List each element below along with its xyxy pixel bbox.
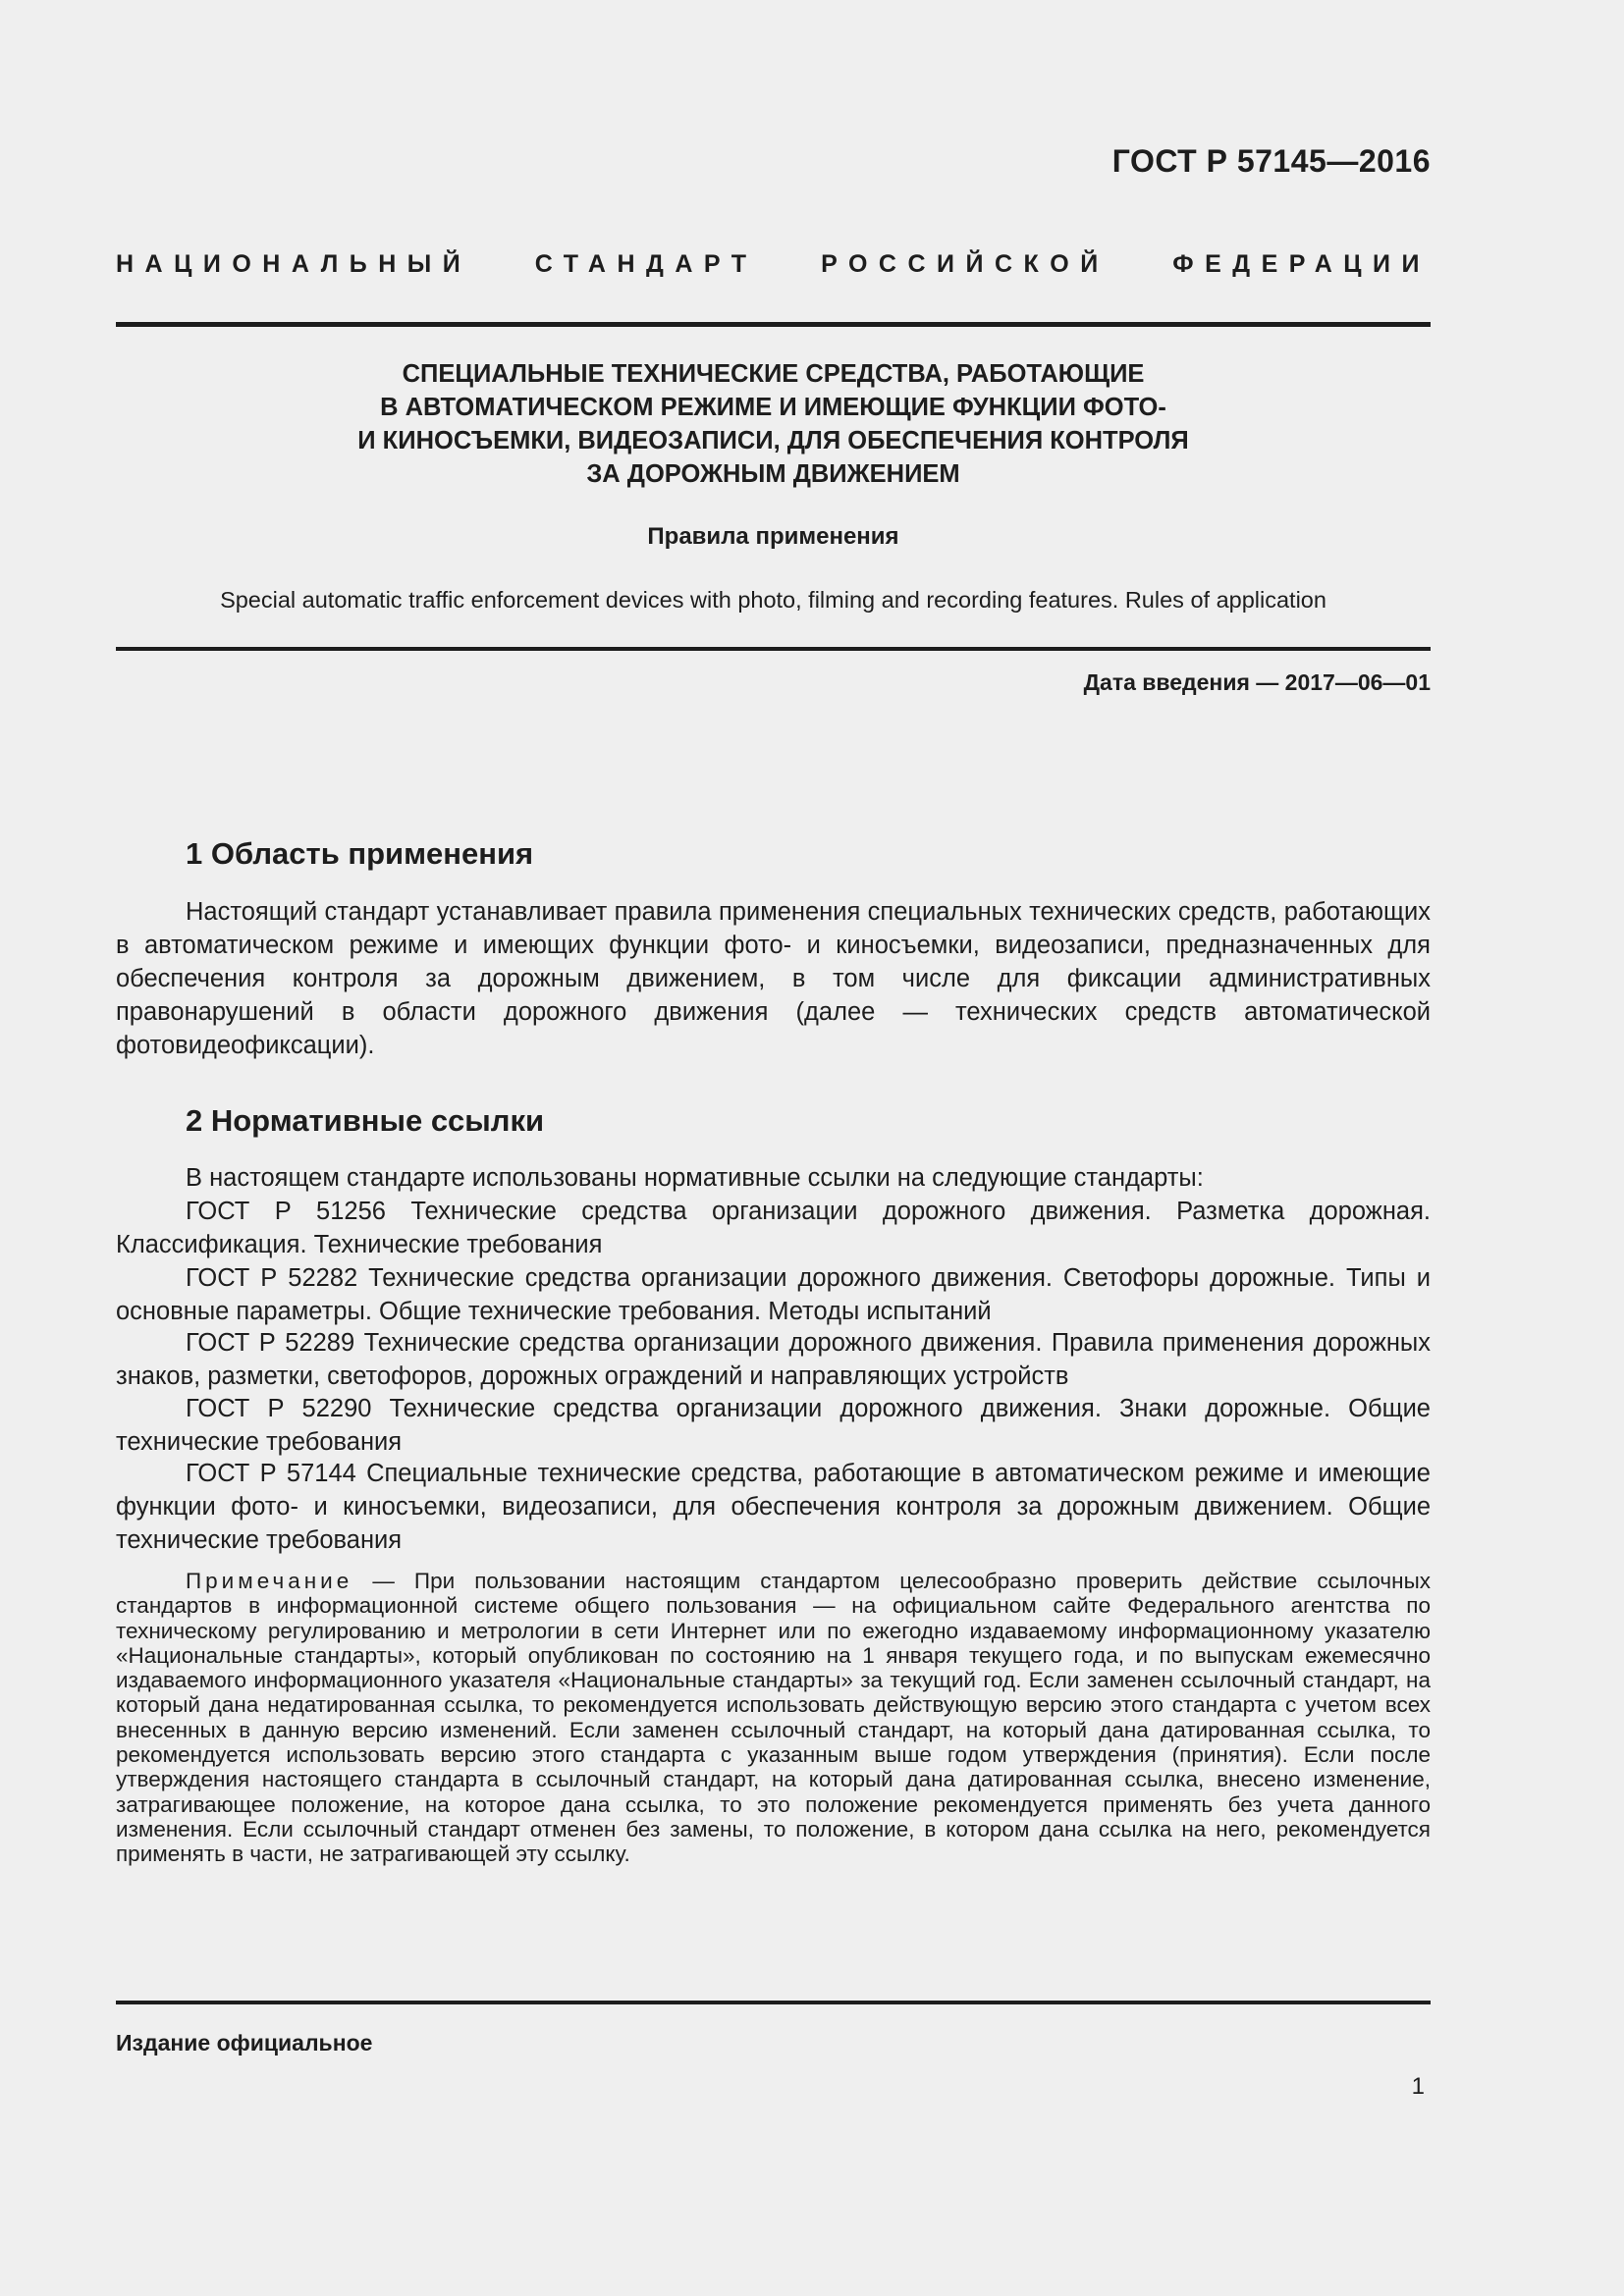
page-number: 1 — [1411, 2073, 1425, 2100]
introduction-date: Дата введения — 2017—06—01 — [1083, 669, 1431, 695]
document-title — [116, 357, 1431, 491]
reference-item: ГОСТ Р 52289 Технические средства организации дорожного движения. Правила применения дорожных знаков, разметки, светофоров, дорожных ограждений и направляющих устройств — [116, 1329, 1431, 1390]
title-line: В АВТОМАТИЧЕСКОМ РЕЖИМЕ И ИМЕЮЩИЕ ФУНКЦИИ ФОТО- — [380, 394, 1166, 421]
english-title: Special automatic traffic enforcement devices with photo, filming and recording features. Rules of application — [220, 587, 1326, 613]
title-line: СПЕЦИАЛЬНЫЕ ТЕХНИЧЕСКИЕ СРЕДСТВА, РАБОТАЮЩИЕ — [402, 360, 1145, 388]
official-edition-label: Издание официальное — [116, 2030, 373, 2056]
header-divider — [116, 322, 1431, 327]
title-line: ЗА ДОРОЖНЫМ ДВИЖЕНИЕМ — [586, 460, 960, 488]
section-1-heading: 1 Область применения — [186, 836, 534, 871]
section-1-text: Настоящий стандарт устанавливает правила применения специальных технических средств, работающих в автоматическом режиме и имеющих функции фото- и киносъемки, видеозаписи, предназначенных для обеспечения контроля за дорожным движением, в том числе для фиксации административных правонарушений в области дорожного движения (далее — технических средств автоматической фотовидеофиксации). — [116, 898, 1431, 1059]
reference-item: ГОСТ Р 51256 Технические средства организации дорожного движения. Разметка дорожная. Классификация. Технические требования — [116, 1198, 1431, 1258]
section-2-intro: В настоящем стандарте использованы нормативные ссылки на следующие стандарты: — [186, 1164, 1204, 1192]
reference-item: ГОСТ Р 52282 Технические средства организации дорожного движения. Светофоры дорожные. Типы и основные параметры. Общие технические требования. Методы испытаний — [116, 1264, 1431, 1325]
document-subtitle: Правила применения — [647, 523, 899, 550]
title-divider — [116, 647, 1431, 651]
note-text: — При пользовании настоящим стандартом целесообразно проверить действие ссылочных стандартов в информационной системе общего пользования — на официальном сайте Федерального агентства по техническому регулированию и метрологии в сети Интернет или по ежегодно издаваемому информационному указателю «Национальные стандарты», который опубликован по состоянию на 1 января текущего года, и по выпускам ежемесячно издаваемого информационного указателя «Национальные стандарты» за текущий год. Если заменен ссылочный стандарт, на который дана недатированная ссылка, то рекомендуется использовать действующую версию этого стандарта с учетом всех внесенных в данную версию изменений. Если заменен ссылочный стандарт, на который дана датированная ссылка, то рекомендуется использовать версию этого стандарта с указанным выше годом утверждения (принятия). Если после утверждения настоящего стандарта в ссылочный стандарт, на который дана датированная ссылка, внесено изменение, затрагивающее положение, на которое дана ссылка, то это положение рекомендуется применять без учета данного изменения. Если ссылочный стандарт отменен без замены, то положение, в котором дана ссылка на него, рекомендуется применять в части, не затрагивающей эту ссылку. — [116, 1569, 1431, 1867]
reference-note — [116, 1569, 1431, 1867]
document-page — [116, 0, 1431, 2296]
title-line: И КИНОСЪЕМКИ, ВИДЕОЗАПИСИ, ДЛЯ ОБЕСПЕЧЕНИЯ КОНТРОЛЯ — [357, 427, 1189, 454]
footer-divider — [116, 2001, 1431, 2004]
reference-item: ГОСТ Р 57144 Специальные технические средства, работающие в автоматическом режиме и имеющие функции фото- и киносъемки, видеозаписи, для обеспечения контроля за дорожным движением. Общие технические требования — [116, 1460, 1431, 1554]
reference-item: ГОСТ Р 52290 Технические средства организации дорожного движения. Знаки дорожные. Общие технические требования — [116, 1395, 1431, 1456]
note-label: Примечание — [186, 1569, 353, 1593]
section-2-heading: 2 Нормативные ссылки — [186, 1103, 545, 1138]
document-code: ГОСТ Р 57145—2016 — [1111, 143, 1431, 179]
national-standard-heading: НАЦИОНАЛЬНЫЙ СТАНДАРТ РОССИЙСКОЙ ФЕДЕРАЦИИ — [116, 250, 1431, 278]
